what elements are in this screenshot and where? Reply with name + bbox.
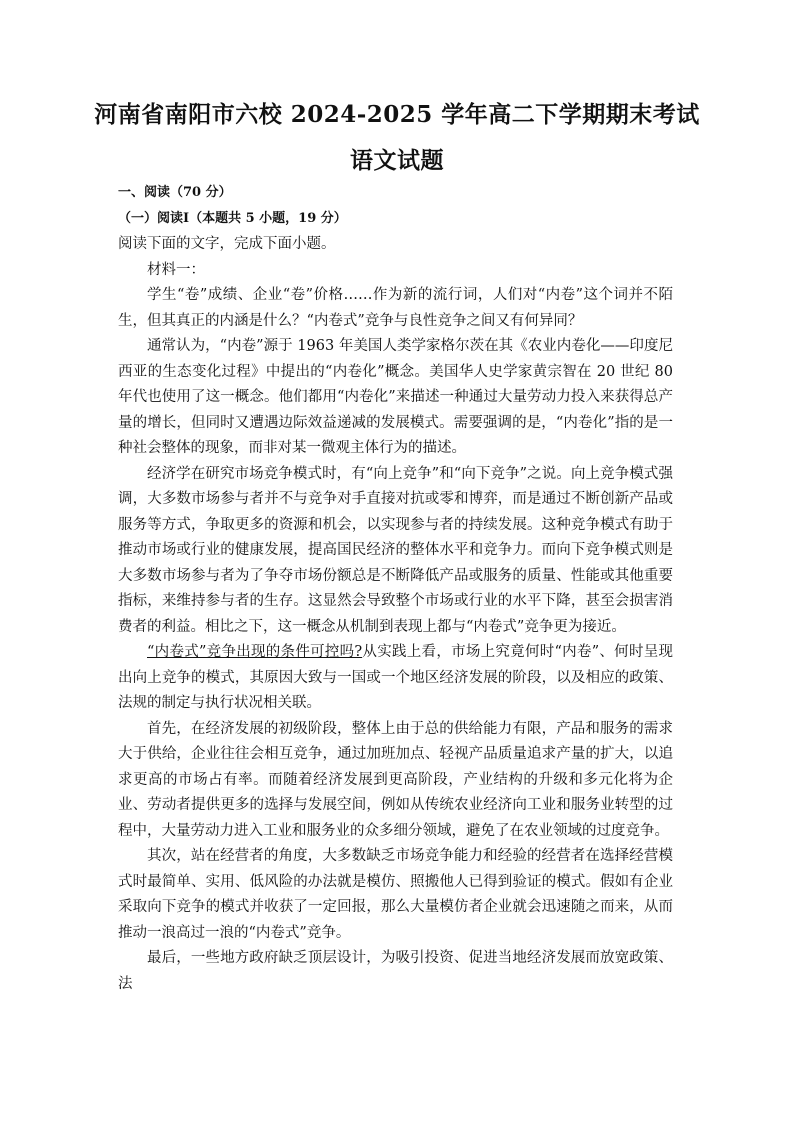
document-subtitle: 语文试题 <box>350 147 444 174</box>
paragraph-5: 首先，在经济发展的初级阶段，整体上由于总的供给能力有限，产品和服务的需求大于供给，企业往往会相互竞争，通过加班加点、轻视产品质量追求产量的扩大，以追求更高的市场占有率。而随着经济发展到更高阶段，产业结构的升级和多元化将为企业、劳动者提供更多的选择与发展空间，例如从传统农业经济向工业和服务业转型的过程中，大量劳动力进入工业和服务业的众多细分领域，避免了在农业领域的过度竞争。 <box>118 720 673 839</box>
paragraph-6: 其次，站在经营者的角度，大多数缺乏市场竞争能力和经验的经营者在选择经营模式时最简单、实用、低风险的办法就是模仿、照搬他人已得到验证的模式。假如有企业采取向下竞争的模式并收获了一定回报，那么大量模仿者企业就会迅速随之而来，从而推动一浪高过一浪的“内卷式”竞争。 <box>118 848 673 941</box>
material-label: 材料一： <box>147 261 205 278</box>
article-body <box>118 232 673 997</box>
paragraph-1: 学生“卷”成绩、企业“卷”价格……作为新的流行词，人们对“内卷”这个词并不陌生，但其真正的内涵是什么？“内卷式”竞争与良性竞争之间又有何异同？ <box>118 287 673 329</box>
instruction-text: 阅读下面的文字，完成下面小题。 <box>118 236 336 252</box>
paragraph-7: 最后，一些地方政府缺乏顶层设计，为吸引投资、促进当地经济发展而放宽政策、法 <box>118 950 673 992</box>
paragraph-3: 经济学在研究市场竞争模式时，有“向上竞争”和“向下竞争”之说。向上竞争模式强调，大多数市场参与者并不与竞争对手直接对抗或零和博弈，而是通过不断创新产品或服务等方式，争取更多的资源和机会，以实现参与者的持续发展。这种竞争模式有助于推动市场或行业的健康发展，提高国民经济的整体水平和竞争力。而向下竞争模式则是大多数市场参与者为了争夺市场份额总是不断降低产品或服务的质量、性能或其他重要指标，来维持参与者的生存。这显然会导致整个市场或行业的水平下降，甚至会损害消费者的利益。相比之下，这一概念从机制到表现上都与“内卷式”竞争更为接近。 <box>118 465 673 635</box>
paragraph-4-rest: 从实践上看，市场上究竟何时“内卷”、何时呈现出向上竞争的模式，其原因大致与一国或一个地区经济发展的阶段，以及相应的政策、法规的制定与执行状况相关联。 <box>118 644 673 711</box>
section-heading: 一、阅读（70 分） <box>118 185 232 200</box>
paragraph-2: 通常认为，“内卷”源于 1963 年美国人类学家格尔茨在其《农业内卷化——印度尼西亚的生态变化过程》中提出的“内卷化”概念。美国华人史学家黄宗智在 20 世纪 80 年代也使用了这一概念。他们都用“内卷化”来描述一种通过大量劳动力投入来获得总产量的增长，但同时又遭遇边际效益递减的发展模式。需要强调的是，“内卷化”指的是一种社会整体的现象，而非对某一微观主体行为的描述。 <box>118 338 673 456</box>
paragraph-4 <box>118 640 673 717</box>
document-title: 河南省南阳市六校 2024-2025 学年高二下学期期末考试 <box>94 101 700 128</box>
subsection-heading: （一）阅读Ⅰ（本题共 5 小题，19 分） <box>118 211 347 226</box>
underlined-question: “内卷式”竞争出现的条件可控吗? <box>147 644 363 660</box>
